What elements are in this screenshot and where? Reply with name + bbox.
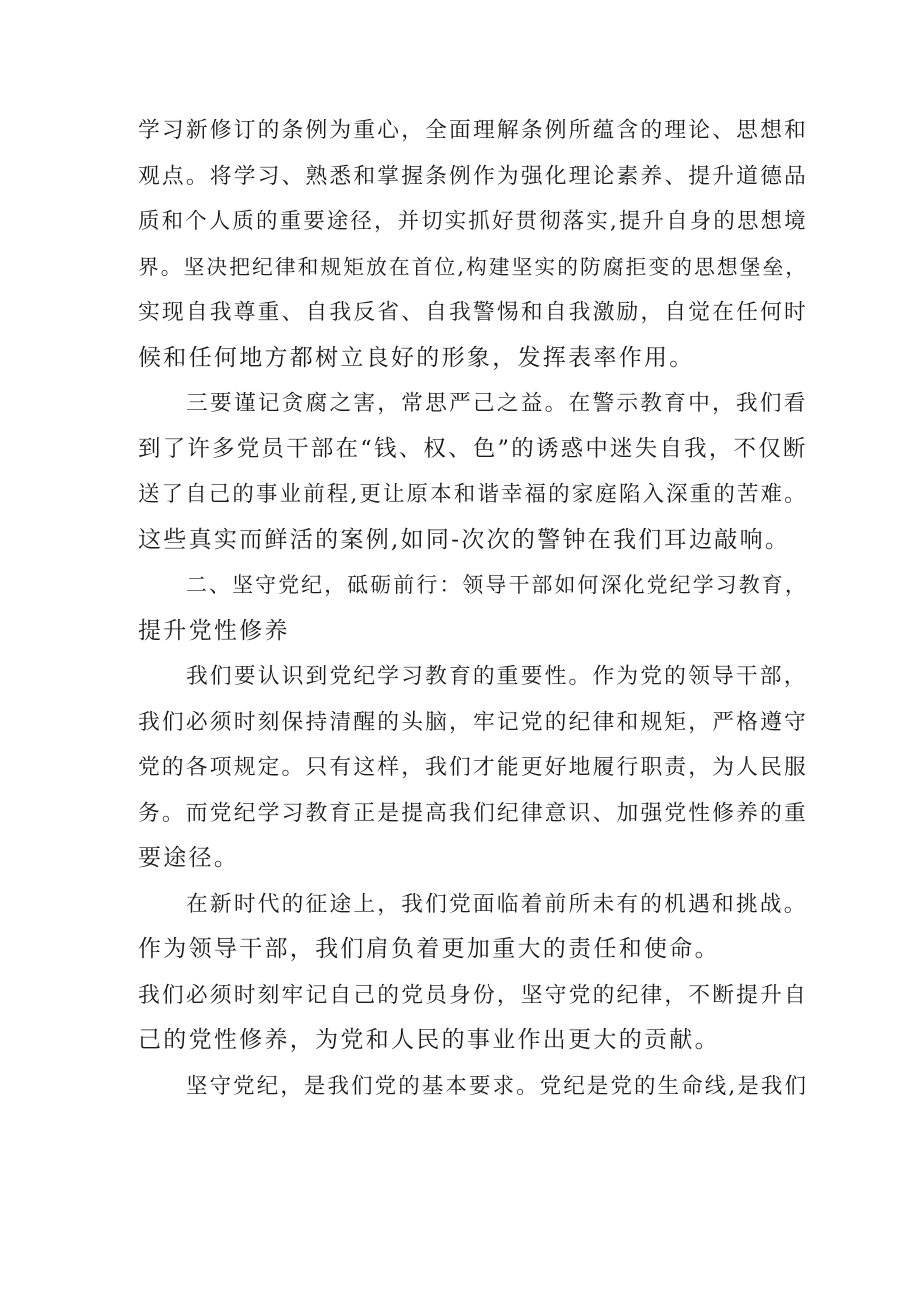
section-heading — [138, 563, 808, 654]
text-line: 作为领导干部，我们肩负着更加重大的责任和使命。 — [138, 936, 720, 962]
text-line: 我们必须时刻保持清醒的头脑，牢记党的纪律和规矩，严格遵守 — [138, 709, 808, 735]
text-line: 提升党性修养 — [138, 617, 290, 644]
text-line: 实现自我尊重、自我反省、自我警惕和自我激励，自觉在任何时 — [138, 300, 808, 325]
text-line: 我们必须时刻牢记自己的党员身份，坚守党的纪律，不断提升自 — [138, 982, 808, 1008]
text-line: 在新时代的征途上，我们党面临着前所未有的机遇和挑战。 — [186, 891, 808, 917]
text-line: 己的党性修养，为党和人民的事业作出更大的贡献。 — [138, 1027, 720, 1053]
text-line: 要途径。 — [138, 845, 240, 871]
text-line: 学习新修订的条例为重心，全面理解条例所蕴含的理论、思想和 — [138, 118, 808, 143]
text-line: 到了许多党员干部在“钱、权、色”的诱惑中迷失自我，不仅断 — [138, 435, 808, 462]
text-line: 三要谨记贪腐之害，常思严己之益。在警示教育中，我们看 — [186, 391, 808, 416]
text-line: 坚守党纪，是我们党的基本要求。党纪是党的生命线,是我们 — [186, 1073, 809, 1099]
text-line: 党的各项规定。只有这样，我们才能更好地履行职责，为人民服 — [138, 755, 808, 780]
text-line: 候和任何地方都树立良好的形象，发挥表率作用。 — [138, 344, 695, 371]
paragraph-4 — [138, 882, 808, 1064]
text-line: 观点。将学习、熟悉和掌握条例作为强化理论素养、提升道德品 — [138, 163, 808, 189]
paragraph-3 — [138, 654, 808, 882]
document-body — [138, 108, 808, 1109]
paragraph-2 — [138, 381, 808, 563]
paragraph-5 — [138, 1064, 808, 1110]
text-line: 界。坚决把纪律和规矩放在首位,构建坚实的防腐拒变的思想堡垒， — [138, 254, 809, 279]
text-line: 质和个人质的重要途径，并切实抓好贯彻落实,提升自身的思想境 — [138, 209, 808, 234]
text-line: 送了自己的事业前程,更让原本和谐幸福的家庭陷入深重的苦难。 — [138, 482, 808, 507]
text-line: 这些真实而鲜活的案例,如同-次次的警钟在我们耳边敲响。 — [138, 526, 791, 553]
paragraph-1 — [138, 108, 808, 381]
text-line: 二、坚守党纪，砥砺前行：领导干部如何深化党纪学习教育， — [186, 573, 808, 597]
text-line: 务。而党纪学习教育正是提高我们纪律意识、加强党性修养的重 — [138, 800, 808, 826]
text-line: 我们要认识到党纪学习教育的重要性。作为党的领导干部， — [186, 664, 808, 689]
